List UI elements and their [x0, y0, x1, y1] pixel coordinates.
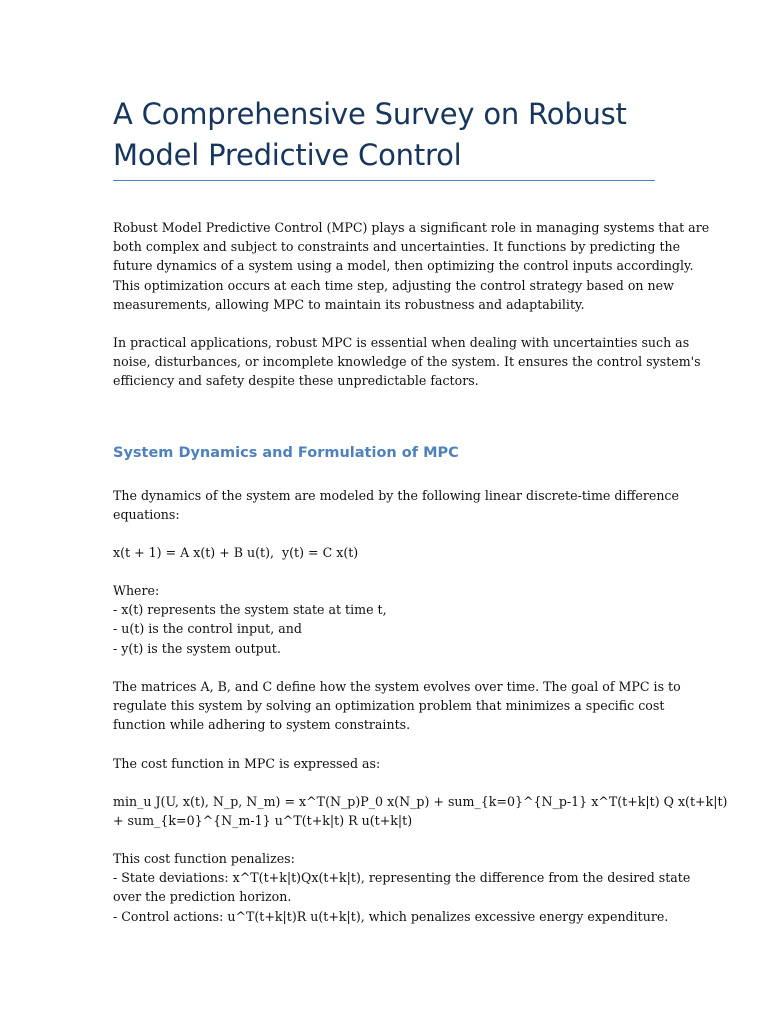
- text-line: equations:: [113, 507, 180, 523]
- list-item: - State deviations: x^T(t+k|t)Qx(t+k|t), representing the difference from the desired state: [113, 870, 691, 886]
- matrices-paragraph: [113, 677, 681, 735]
- text-line: function while adhering to system constraints.: [113, 717, 411, 733]
- equation-line: x(t + 1) = A x(t) + B u(t), y(t) = C x(t): [113, 545, 359, 560]
- dynamics-intro: [113, 486, 679, 524]
- text-line: measurements, allowing MPC to maintain its robustness and adaptability.: [113, 296, 585, 312]
- document-title: A Comprehensive Survey on Robust Model Predictive Control: [113, 97, 627, 172]
- list-item: over the prediction horizon.: [113, 889, 292, 905]
- text-line: The cost function in MPC is expressed as:: [113, 756, 381, 771]
- dynamics-equation: [113, 543, 658, 562]
- list-item: - u(t) is the control input, and: [113, 621, 302, 637]
- list-item: - x(t) represents the system state at time t,: [113, 602, 387, 618]
- section-heading: System Dynamics and Formulation of MPC: [113, 445, 459, 461]
- cost-equation: [113, 792, 728, 830]
- list-item: - Control actions: u^T(t+k|t)R u(t+k|t), which penalizes excessive energy expenditure.: [113, 908, 669, 924]
- title-underline: [113, 180, 655, 181]
- text-line: This optimization occurs at each time step, adjusting the control strategy based on new: [113, 277, 674, 293]
- intro-paragraph-1: [113, 218, 710, 314]
- text-line: both complex and subject to constraints and uncertainties. It functions by predicting the: [113, 239, 681, 255]
- equation-line: + sum_{k=0}^{N_m-1} u^T(t+k|t) R u(t+k|t): [113, 813, 413, 829]
- penalties-list: [113, 849, 691, 926]
- text-line: In practical applications, robust MPC is essential when dealing with uncertainties such as: [113, 335, 690, 350]
- intro-paragraph-2: [113, 333, 701, 391]
- text-line: noise, disturbances, or incomplete knowledge of the system. It ensures the control system's: [113, 354, 701, 370]
- text-line: efficiency and safety despite these unpredictable factors.: [113, 373, 479, 389]
- text-line: The dynamics of the system are modeled by the following linear discrete-time difference: [113, 488, 679, 503]
- cost-intro: [113, 754, 658, 773]
- text-line: future dynamics of a system using a model, then optimizing the control inputs accordingly.: [113, 258, 694, 274]
- equation-line: min_u J(U, x(t), N_p, N_m) = x^T(N_p)P_0 x(N_p) + sum_{k=0}^{N_p-1} x^T(t+k|t) Q x(t+k|t): [113, 794, 728, 809]
- text-line: Robust Model Predictive Control (MPC) plays a significant role in managing systems that are: [113, 220, 710, 235]
- penalizes-label: This cost function penalizes:: [113, 851, 295, 866]
- where-label: Where:: [113, 583, 160, 598]
- text-line: The matrices A, B, and C define how the system evolves over time. The goal of MPC is to: [113, 679, 681, 694]
- where-list: [113, 581, 658, 658]
- list-item: - y(t) is the system output.: [113, 640, 281, 656]
- text-line: regulate this system by solving an optimization problem that minimizes a specific cost: [113, 698, 665, 714]
